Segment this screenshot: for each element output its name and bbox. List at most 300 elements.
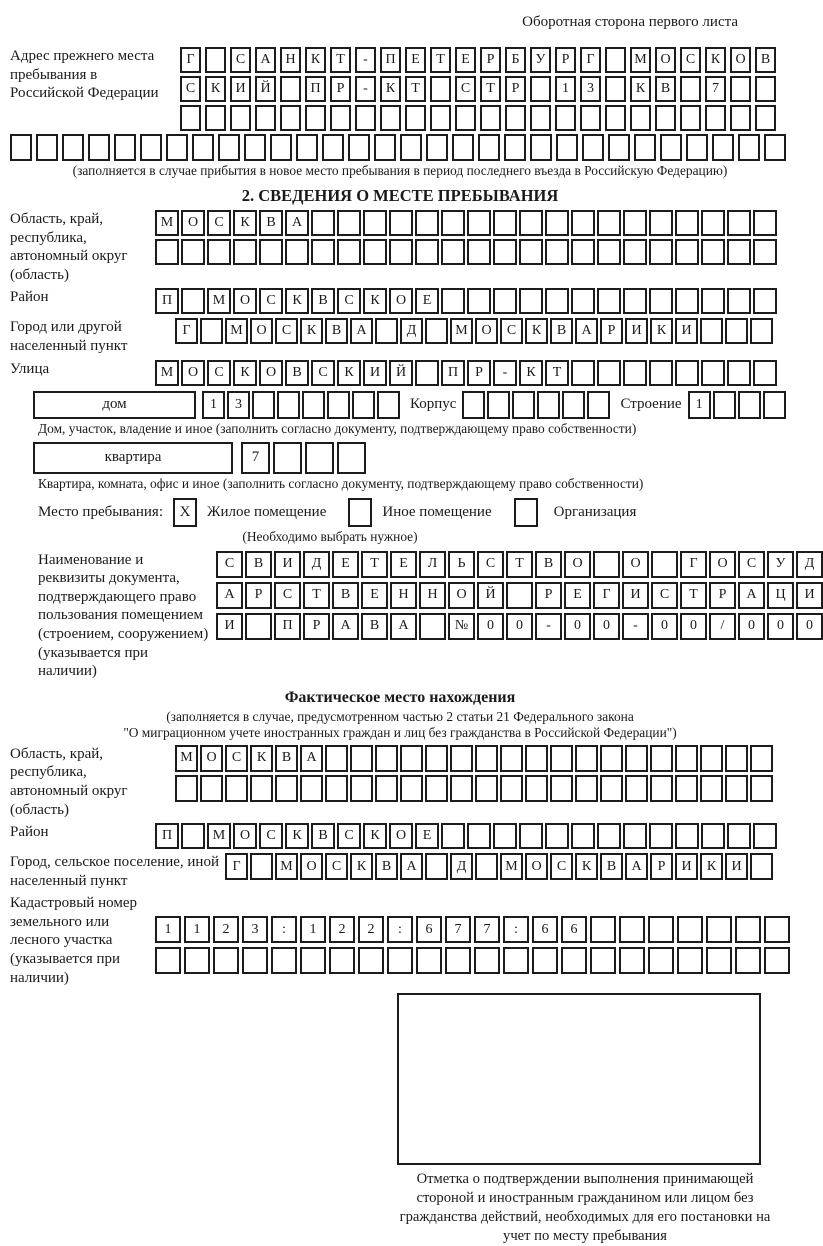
char-cell[interactable]: К [705, 47, 726, 73]
char-cell[interactable] [305, 105, 326, 131]
char-cell[interactable] [605, 105, 626, 131]
char-cell[interactable] [750, 318, 773, 344]
char-cell[interactable] [545, 239, 569, 265]
char-cell[interactable]: П [274, 613, 301, 640]
char-cell[interactable]: О [181, 360, 205, 386]
char-cell[interactable] [218, 134, 240, 161]
char-cell[interactable] [225, 775, 248, 802]
char-cell[interactable]: А [390, 613, 417, 640]
char-cell[interactable] [735, 916, 761, 943]
char-cell[interactable] [623, 360, 647, 386]
char-cell[interactable]: И [796, 582, 823, 609]
char-cell[interactable] [619, 916, 645, 943]
char-cell[interactable] [405, 105, 426, 131]
char-cell[interactable] [441, 823, 465, 849]
char-cell[interactable] [530, 134, 552, 161]
char-cell[interactable] [259, 239, 283, 265]
char-cell[interactable] [280, 76, 301, 102]
char-cell[interactable] [600, 745, 623, 772]
char-cell[interactable]: О [622, 551, 649, 578]
char-cell[interactable] [375, 745, 398, 772]
char-cell[interactable] [327, 391, 350, 419]
char-cell[interactable] [562, 391, 585, 419]
char-cell[interactable]: Е [415, 823, 439, 849]
char-cell[interactable] [623, 288, 647, 314]
char-cell[interactable] [400, 745, 423, 772]
char-cell[interactable]: А [255, 47, 276, 73]
char-cell[interactable]: О [564, 551, 591, 578]
char-cell[interactable] [503, 947, 529, 974]
char-cell[interactable]: С [337, 823, 361, 849]
char-cell[interactable]: К [363, 823, 387, 849]
char-cell[interactable]: Т [545, 360, 569, 386]
char-cell[interactable] [415, 239, 439, 265]
char-cell[interactable] [415, 360, 439, 386]
char-cell[interactable]: С [259, 288, 283, 314]
char-cell[interactable]: Т [405, 76, 426, 102]
char-cell[interactable]: Р [480, 47, 501, 73]
char-cell[interactable] [530, 76, 551, 102]
char-cell[interactable] [580, 105, 601, 131]
char-cell[interactable] [305, 442, 334, 474]
char-cell[interactable] [525, 775, 548, 802]
char-cell[interactable]: О [181, 210, 205, 236]
char-cell[interactable] [725, 745, 748, 772]
char-cell[interactable]: К [285, 288, 309, 314]
char-cell[interactable] [753, 210, 777, 236]
stay-option-other-checkbox[interactable] [348, 498, 372, 527]
char-cell[interactable]: С [651, 582, 678, 609]
char-cell[interactable]: Н [419, 582, 446, 609]
char-cell[interactable] [701, 239, 725, 265]
char-cell[interactable]: М [225, 318, 248, 344]
char-cell[interactable] [493, 239, 517, 265]
char-cell[interactable] [467, 239, 491, 265]
char-cell[interactable] [184, 947, 210, 974]
char-cell[interactable]: В [245, 551, 272, 578]
char-cell[interactable]: И [675, 853, 698, 880]
char-cell[interactable]: К [650, 318, 673, 344]
char-cell[interactable]: Н [390, 582, 417, 609]
char-cell[interactable] [425, 775, 448, 802]
char-cell[interactable] [619, 947, 645, 974]
char-cell[interactable] [493, 823, 517, 849]
char-cell[interactable]: 0 [767, 613, 794, 640]
char-cell[interactable] [706, 916, 732, 943]
char-cell[interactable] [250, 775, 273, 802]
char-cell[interactable]: М [207, 288, 231, 314]
char-cell[interactable]: 2 [358, 916, 384, 943]
char-cell[interactable] [556, 134, 578, 161]
char-cell[interactable]: П [441, 360, 465, 386]
char-cell[interactable]: И [363, 360, 387, 386]
char-cell[interactable] [675, 360, 699, 386]
char-cell[interactable]: О [389, 823, 413, 849]
char-cell[interactable]: С [455, 76, 476, 102]
char-cell[interactable]: С [274, 582, 301, 609]
char-cell[interactable] [400, 775, 423, 802]
char-cell[interactable] [727, 239, 751, 265]
char-cell[interactable] [730, 105, 751, 131]
char-cell[interactable]: К [250, 745, 273, 772]
char-cell[interactable] [478, 134, 500, 161]
char-cell[interactable]: 2 [329, 916, 355, 943]
char-cell[interactable] [230, 105, 251, 131]
char-cell[interactable]: В [285, 360, 309, 386]
char-cell[interactable]: Д [450, 853, 473, 880]
char-cell[interactable]: Т [506, 551, 533, 578]
char-cell[interactable] [500, 775, 523, 802]
char-cell[interactable] [701, 360, 725, 386]
char-cell[interactable]: Р [505, 76, 526, 102]
char-cell[interactable]: 0 [506, 613, 533, 640]
char-cell[interactable]: Б [505, 47, 526, 73]
char-cell[interactable] [750, 775, 773, 802]
char-cell[interactable] [467, 823, 491, 849]
char-cell[interactable]: С [207, 360, 231, 386]
char-cell[interactable]: С [680, 47, 701, 73]
char-cell[interactable] [181, 239, 205, 265]
char-cell[interactable]: Й [255, 76, 276, 102]
char-cell[interactable] [500, 745, 523, 772]
char-cell[interactable]: Е [390, 551, 417, 578]
char-cell[interactable] [363, 239, 387, 265]
char-cell[interactable]: О [200, 745, 223, 772]
char-cell[interactable]: 0 [680, 613, 707, 640]
char-cell[interactable] [311, 239, 335, 265]
char-cell[interactable] [325, 745, 348, 772]
char-cell[interactable] [450, 775, 473, 802]
char-cell[interactable]: 3 [227, 391, 250, 419]
char-cell[interactable]: Е [361, 582, 388, 609]
char-cell[interactable] [419, 613, 446, 640]
char-cell[interactable]: 0 [796, 613, 823, 640]
char-cell[interactable] [625, 745, 648, 772]
char-cell[interactable] [475, 745, 498, 772]
char-cell[interactable] [10, 134, 32, 161]
char-cell[interactable]: У [530, 47, 551, 73]
char-cell[interactable]: С [325, 853, 348, 880]
char-cell[interactable] [441, 239, 465, 265]
char-cell[interactable]: - [622, 613, 649, 640]
char-cell[interactable]: С [311, 360, 335, 386]
char-cell[interactable]: К [205, 76, 226, 102]
char-cell[interactable] [325, 775, 348, 802]
char-cell[interactable] [623, 210, 647, 236]
char-cell[interactable] [300, 947, 326, 974]
char-cell[interactable]: Д [400, 318, 423, 344]
char-cell[interactable] [441, 288, 465, 314]
char-cell[interactable] [738, 391, 761, 419]
char-cell[interactable] [701, 288, 725, 314]
char-cell[interactable] [590, 947, 616, 974]
char-cell[interactable] [337, 210, 361, 236]
char-cell[interactable] [475, 775, 498, 802]
char-cell[interactable]: 1 [300, 916, 326, 943]
char-cell[interactable]: А [575, 318, 598, 344]
char-cell[interactable]: П [305, 76, 326, 102]
char-cell[interactable]: 3 [580, 76, 601, 102]
char-cell[interactable]: Т [480, 76, 501, 102]
char-cell[interactable] [675, 745, 698, 772]
char-cell[interactable] [605, 76, 626, 102]
char-cell[interactable] [352, 391, 375, 419]
char-cell[interactable] [302, 391, 325, 419]
char-cell[interactable]: Е [564, 582, 591, 609]
char-cell[interactable]: Й [477, 582, 504, 609]
char-cell[interactable]: И [622, 582, 649, 609]
char-cell[interactable]: - [355, 47, 376, 73]
char-cell[interactable]: Г [680, 551, 707, 578]
char-cell[interactable] [686, 134, 708, 161]
char-cell[interactable] [244, 134, 266, 161]
char-cell[interactable]: Г [175, 318, 198, 344]
char-cell[interactable]: - [535, 613, 562, 640]
char-cell[interactable]: Г [225, 853, 248, 880]
char-cell[interactable] [532, 947, 558, 974]
char-cell[interactable]: Г [180, 47, 201, 73]
char-cell[interactable] [753, 239, 777, 265]
char-cell[interactable] [467, 288, 491, 314]
char-cell[interactable] [675, 775, 698, 802]
char-cell[interactable]: Р [303, 613, 330, 640]
char-cell[interactable]: Р [709, 582, 736, 609]
char-cell[interactable] [181, 823, 205, 849]
char-cell[interactable] [166, 134, 188, 161]
char-cell[interactable] [389, 239, 413, 265]
char-cell[interactable] [255, 105, 276, 131]
char-cell[interactable] [571, 288, 595, 314]
char-cell[interactable] [271, 947, 297, 974]
char-cell[interactable]: В [275, 745, 298, 772]
char-cell[interactable] [680, 105, 701, 131]
char-cell[interactable] [200, 318, 223, 344]
char-cell[interactable] [705, 105, 726, 131]
char-cell[interactable]: Н [280, 47, 301, 73]
char-cell[interactable]: С [259, 823, 283, 849]
char-cell[interactable] [337, 239, 361, 265]
char-cell[interactable]: И [230, 76, 251, 102]
char-cell[interactable] [530, 105, 551, 131]
char-cell[interactable]: О [300, 853, 323, 880]
char-cell[interactable]: В [550, 318, 573, 344]
char-cell[interactable] [114, 134, 136, 161]
char-cell[interactable] [474, 947, 500, 974]
char-cell[interactable]: М [275, 853, 298, 880]
char-cell[interactable] [675, 239, 699, 265]
char-cell[interactable] [597, 823, 621, 849]
char-cell[interactable] [727, 210, 751, 236]
char-cell[interactable] [519, 823, 543, 849]
char-cell[interactable]: А [400, 853, 423, 880]
char-cell[interactable] [430, 105, 451, 131]
char-cell[interactable] [505, 105, 526, 131]
char-cell[interactable] [62, 134, 84, 161]
char-cell[interactable]: П [155, 288, 179, 314]
char-cell[interactable] [700, 318, 723, 344]
char-cell[interactable]: М [155, 360, 179, 386]
char-cell[interactable] [649, 360, 673, 386]
char-cell[interactable]: Ц [767, 582, 794, 609]
char-cell[interactable]: О [709, 551, 736, 578]
char-cell[interactable] [738, 134, 760, 161]
char-cell[interactable]: В [600, 853, 623, 880]
char-cell[interactable]: 6 [416, 916, 442, 943]
char-cell[interactable]: Р [600, 318, 623, 344]
char-cell[interactable] [727, 823, 751, 849]
char-cell[interactable]: О [525, 853, 548, 880]
char-cell[interactable]: О [259, 360, 283, 386]
char-cell[interactable]: 0 [651, 613, 678, 640]
char-cell[interactable] [700, 745, 723, 772]
char-cell[interactable] [426, 134, 448, 161]
char-cell[interactable]: С [216, 551, 243, 578]
char-cell[interactable] [561, 947, 587, 974]
char-cell[interactable]: М [155, 210, 179, 236]
char-cell[interactable]: 0 [593, 613, 620, 640]
char-cell[interactable]: Т [361, 551, 388, 578]
char-cell[interactable]: Р [535, 582, 562, 609]
char-cell[interactable] [648, 947, 674, 974]
char-cell[interactable] [416, 947, 442, 974]
char-cell[interactable] [374, 134, 396, 161]
char-cell[interactable]: В [375, 853, 398, 880]
char-cell[interactable] [597, 210, 621, 236]
char-cell[interactable] [450, 745, 473, 772]
char-cell[interactable]: А [285, 210, 309, 236]
char-cell[interactable] [764, 916, 790, 943]
char-cell[interactable]: К [285, 823, 309, 849]
char-cell[interactable] [181, 288, 205, 314]
char-cell[interactable] [330, 105, 351, 131]
char-cell[interactable]: К [350, 853, 373, 880]
char-cell[interactable] [207, 239, 231, 265]
char-cell[interactable]: К [525, 318, 548, 344]
char-cell[interactable]: К [337, 360, 361, 386]
char-cell[interactable] [571, 210, 595, 236]
char-cell[interactable] [475, 853, 498, 880]
char-cell[interactable]: В [311, 288, 335, 314]
char-cell[interactable] [519, 288, 543, 314]
char-cell[interactable]: Е [415, 288, 439, 314]
char-cell[interactable]: Г [593, 582, 620, 609]
char-cell[interactable]: Г [580, 47, 601, 73]
char-cell[interactable]: 6 [561, 916, 587, 943]
char-cell[interactable] [200, 775, 223, 802]
stay-option-organization-checkbox[interactable] [514, 498, 538, 527]
char-cell[interactable]: : [503, 916, 529, 943]
char-cell[interactable] [700, 775, 723, 802]
char-cell[interactable] [649, 239, 673, 265]
char-cell[interactable] [545, 210, 569, 236]
char-cell[interactable]: 7 [241, 442, 270, 474]
char-cell[interactable] [755, 105, 776, 131]
char-cell[interactable]: С [477, 551, 504, 578]
char-cell[interactable]: Ь [448, 551, 475, 578]
char-cell[interactable]: М [450, 318, 473, 344]
char-cell[interactable]: К [700, 853, 723, 880]
char-cell[interactable]: П [155, 823, 179, 849]
char-cell[interactable]: П [380, 47, 401, 73]
char-cell[interactable] [245, 613, 272, 640]
char-cell[interactable] [680, 76, 701, 102]
char-cell[interactable]: Т [303, 582, 330, 609]
char-cell[interactable] [677, 947, 703, 974]
char-cell[interactable]: Т [330, 47, 351, 73]
char-cell[interactable]: К [630, 76, 651, 102]
char-cell[interactable] [575, 745, 598, 772]
char-cell[interactable] [525, 745, 548, 772]
char-cell[interactable]: О [233, 823, 257, 849]
char-cell[interactable] [605, 47, 626, 73]
char-cell[interactable] [545, 823, 569, 849]
char-cell[interactable] [213, 947, 239, 974]
char-cell[interactable]: / [709, 613, 736, 640]
char-cell[interactable]: К [575, 853, 598, 880]
char-cell[interactable] [701, 823, 725, 849]
char-cell[interactable]: 3 [242, 916, 268, 943]
char-cell[interactable] [649, 288, 673, 314]
char-cell[interactable] [504, 134, 526, 161]
char-cell[interactable] [350, 745, 373, 772]
char-cell[interactable] [355, 105, 376, 131]
char-cell[interactable] [650, 745, 673, 772]
char-cell[interactable]: С [230, 47, 251, 73]
char-cell[interactable] [329, 947, 355, 974]
char-cell[interactable] [735, 947, 761, 974]
char-cell[interactable]: 1 [555, 76, 576, 102]
char-cell[interactable]: Р [245, 582, 272, 609]
char-cell[interactable] [205, 47, 226, 73]
char-cell[interactable] [651, 551, 678, 578]
char-cell[interactable]: 0 [564, 613, 591, 640]
char-cell[interactable] [725, 318, 748, 344]
char-cell[interactable] [337, 442, 366, 474]
char-cell[interactable] [587, 391, 610, 419]
char-cell[interactable] [763, 391, 786, 419]
char-cell[interactable] [593, 551, 620, 578]
char-cell[interactable] [205, 105, 226, 131]
char-cell[interactable]: М [630, 47, 651, 73]
char-cell[interactable] [462, 391, 485, 419]
char-cell[interactable]: В [755, 47, 776, 73]
char-cell[interactable]: К [233, 360, 257, 386]
char-cell[interactable] [712, 134, 734, 161]
char-cell[interactable]: Т [680, 582, 707, 609]
char-cell[interactable] [677, 916, 703, 943]
char-cell[interactable] [550, 745, 573, 772]
char-cell[interactable]: А [738, 582, 765, 609]
char-cell[interactable]: В [332, 582, 359, 609]
char-cell[interactable]: Л [419, 551, 446, 578]
char-cell[interactable]: № [448, 613, 475, 640]
char-cell[interactable] [389, 210, 413, 236]
char-cell[interactable] [380, 105, 401, 131]
char-cell[interactable] [455, 105, 476, 131]
char-cell[interactable] [506, 582, 533, 609]
char-cell[interactable] [512, 391, 535, 419]
char-cell[interactable]: И [216, 613, 243, 640]
char-cell[interactable] [675, 823, 699, 849]
char-cell[interactable] [192, 134, 214, 161]
char-cell[interactable]: В [361, 613, 388, 640]
char-cell[interactable] [713, 391, 736, 419]
char-cell[interactable] [275, 775, 298, 802]
char-cell[interactable]: С [337, 288, 361, 314]
char-cell[interactable]: : [387, 916, 413, 943]
char-cell[interactable] [755, 76, 776, 102]
char-cell[interactable] [725, 775, 748, 802]
